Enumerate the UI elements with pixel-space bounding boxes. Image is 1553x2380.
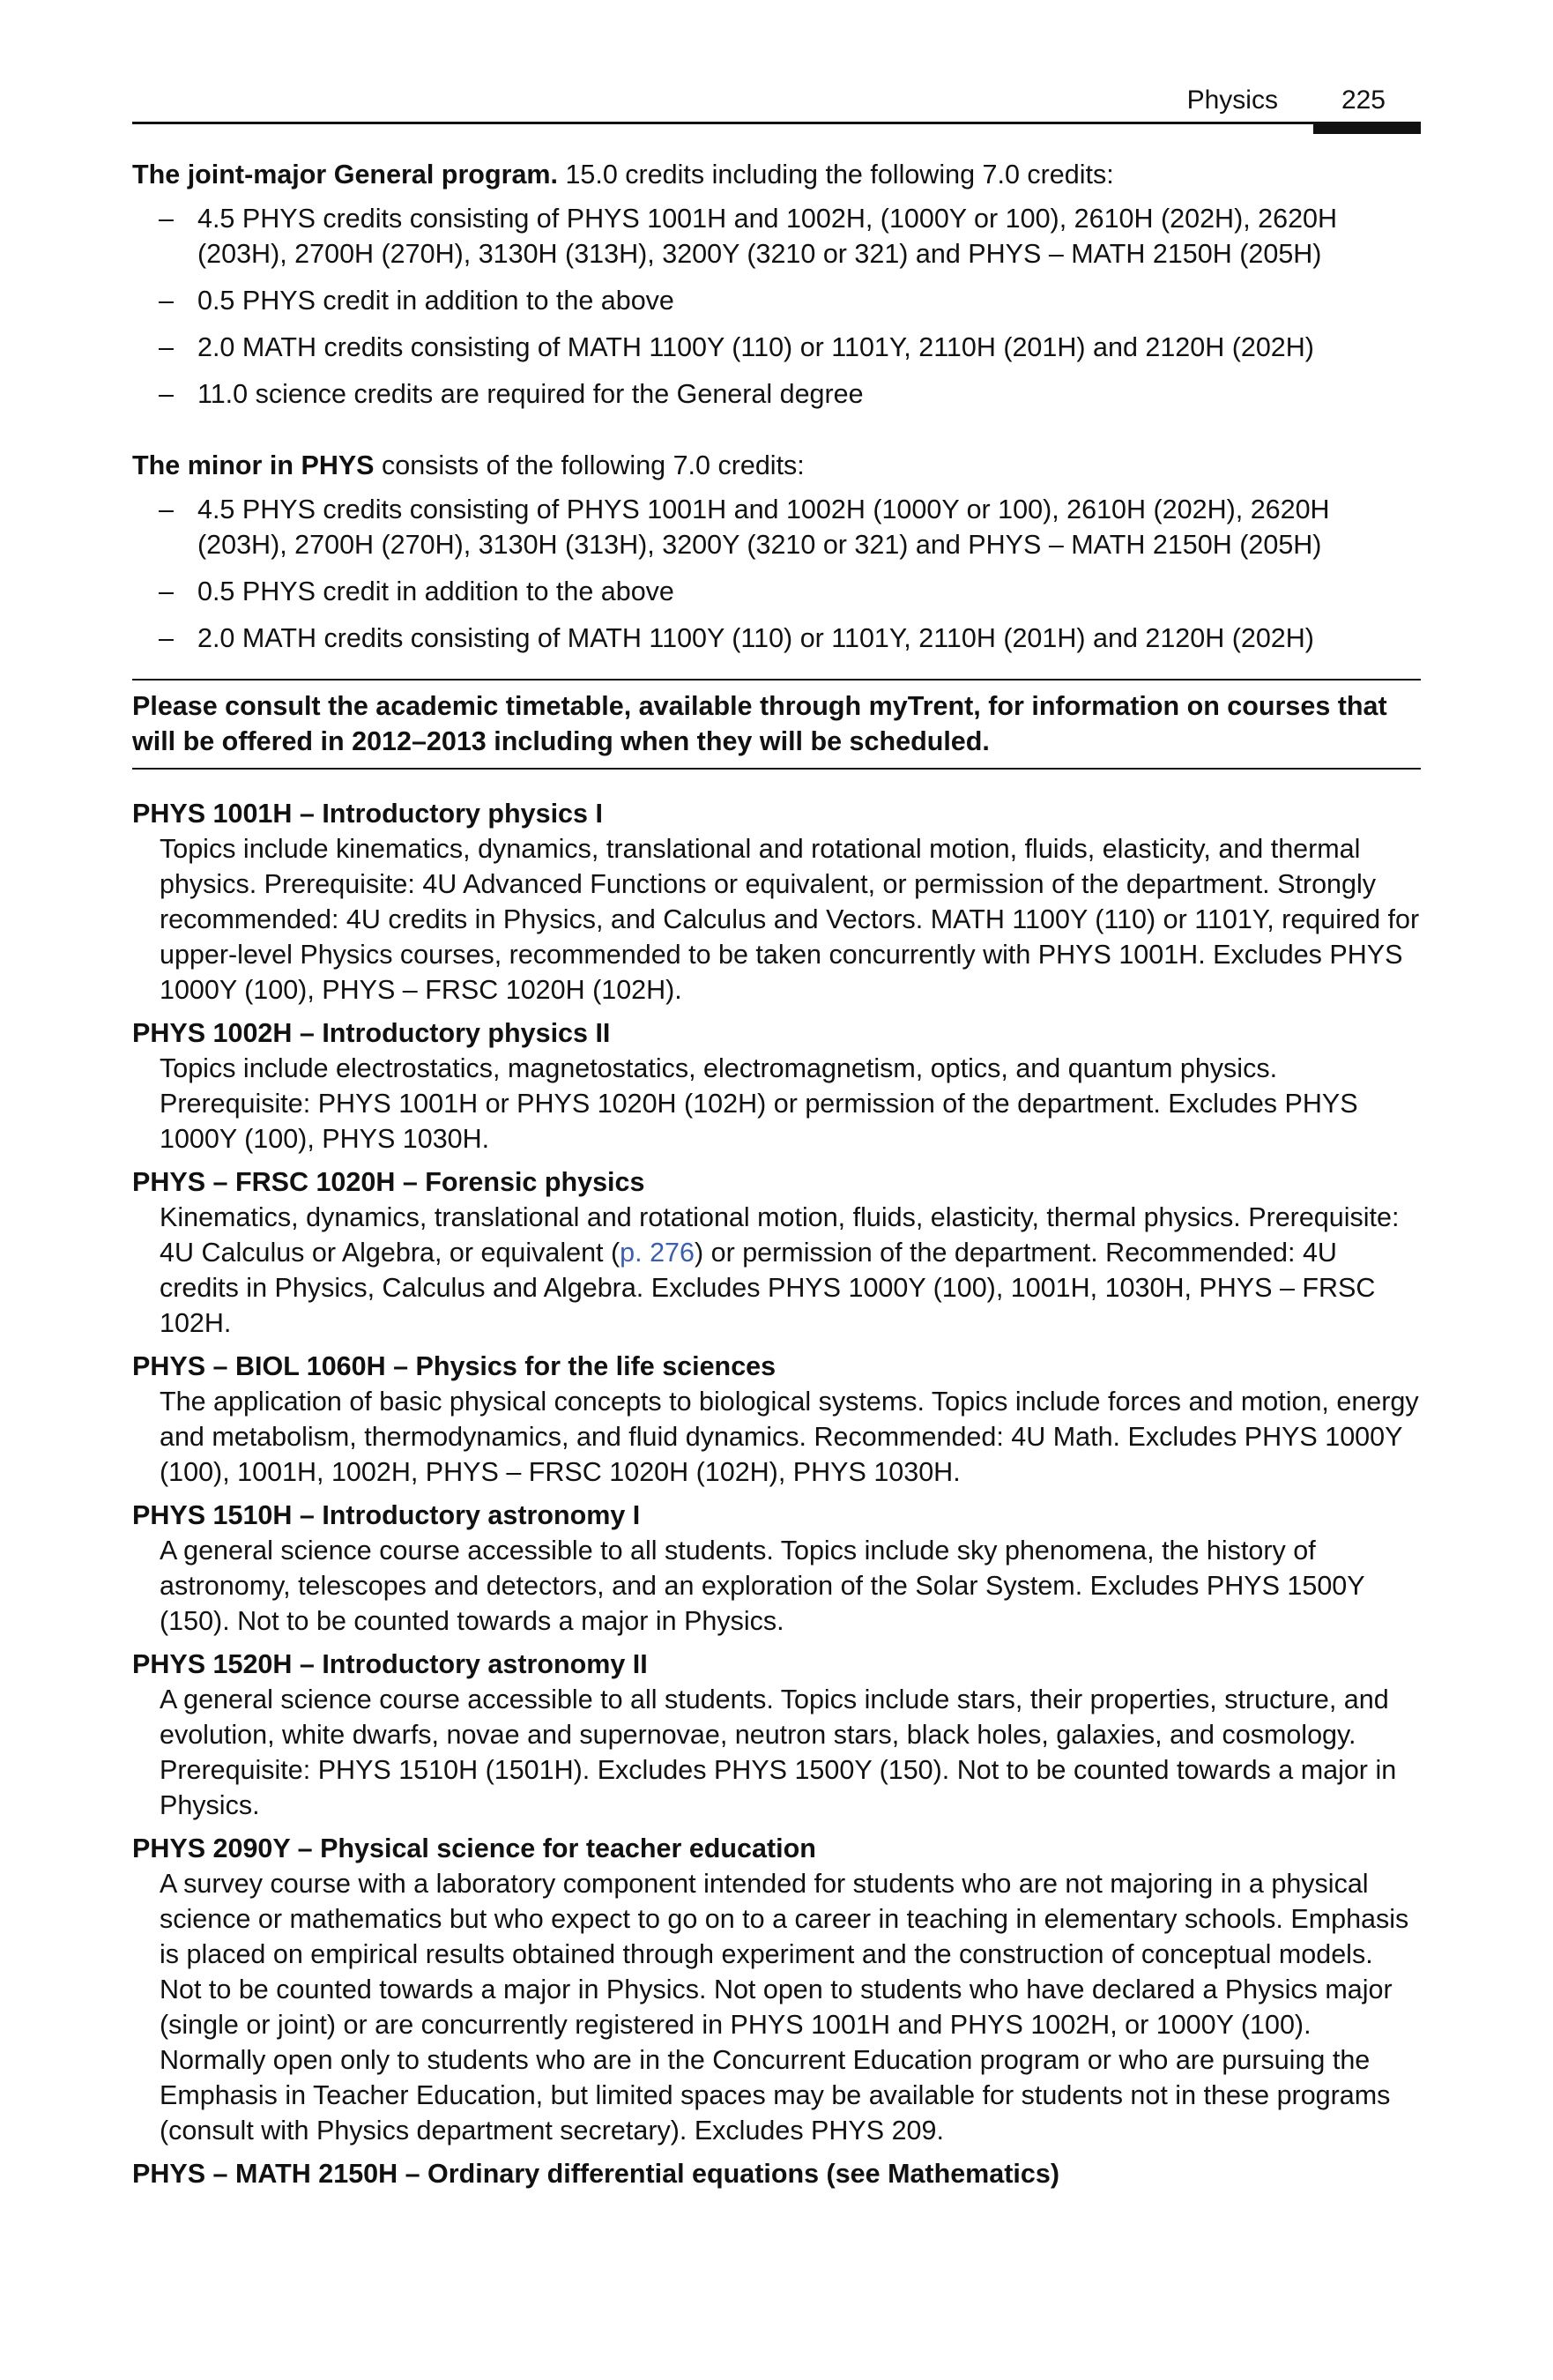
course-description: A general science course accessible to all students. Topics include stars, their properties, structure, and evolution, white dwarfs, novae and supernovae, neutron stars, black holes, galaxies, and cosmology. Prerequisite: PHYS 1510H (1501H). Excludes PHYS 1500Y (150). Not to be counted towards a major in Physics.: [160, 1685, 1397, 1820]
course-description: Topics include kinematics, dynamics, translational and rotational motion, fluids, elasticity, and thermal physics. Prerequisite: 4U Advanced Functions or equivalent, or permission of the department. Strongly recommended: 4U credits in Physics, and Calculus and Vectors. MATH 1100Y (110) or 1101Y, required for upper-level Physics courses, recommended to be taken concurrently with PHYS 1001H. Excludes PHYS 1000Y (100), PHYS – FRSC 1020H (102H).: [160, 834, 1420, 1005]
course-entry: [132, 796, 1421, 1008]
running-head: [1187, 85, 1421, 120]
minor-heading: [132, 448, 1421, 483]
course-entry: [132, 1164, 1421, 1341]
course-title: PHYS 1002H – Introductory physics II: [132, 1018, 611, 1048]
course-entry: [132, 1498, 1421, 1639]
minor-label: The minor in PHYS: [132, 450, 375, 480]
course-entry: [132, 1647, 1421, 1823]
dash-marker: –: [159, 379, 174, 409]
header-rule: [132, 122, 1421, 124]
course-list: [132, 796, 1421, 2191]
description-text: ) or permission of the department. Recommended: 4U credits in Physics, Calculus and Algebra. Excludes PHYS 1000Y (100), 1001H, 1030H, PHYS – FRSC 102H.: [160, 1238, 1376, 1338]
course-title: PHYS 1001H – Introductory physics I: [132, 799, 603, 829]
requirement-item: [132, 574, 1421, 609]
course-entry: [132, 1015, 1421, 1157]
joint-major-label: The joint-major General program.: [132, 160, 558, 190]
page-reference-link[interactable]: p. 276: [620, 1238, 695, 1268]
course-entry: [132, 1349, 1421, 1490]
dash-marker: –: [159, 576, 174, 606]
dash-marker: –: [159, 332, 174, 362]
requirement-text: 2.0 MATH credits consisting of MATH 1100Y (110) or 1101Y, 2110H (201H) and 2120H (202H): [197, 332, 1314, 362]
course-title: PHYS 1510H – Introductory astronomy I: [132, 1500, 641, 1530]
joint-major-heading: [132, 157, 1421, 192]
course-title: PHYS – FRSC 1020H – Forensic physics: [132, 1167, 645, 1197]
course-title: PHYS 2090Y – Physical science for teacher education: [132, 1833, 816, 1863]
timetable-notice: Please consult the academic timetable, available through myTrent, for information on courses that will be offered in 2012–2013 including when they will be scheduled.: [132, 679, 1421, 770]
course-entry: [132, 1831, 1421, 2148]
requirement-text: 0.5 PHYS credit in addition to the above: [197, 286, 674, 316]
course-title: PHYS – MATH 2150H – Ordinary differential equations (see Mathematics): [132, 2159, 1059, 2189]
spacer: [132, 423, 1421, 448]
course-entry: [132, 2156, 1421, 2191]
course-description: The application of basic physical concepts to biological systems. Topics include forces and motion, energy and metabolism, thermodynamics, and fluid dynamics. Recommended: 4U Math. Excludes PHYS 1000Y (100), 1001H, 1002H, PHYS – FRSC 1020H (102H), PHYS 1030H.: [160, 1387, 1419, 1487]
dash-marker: –: [159, 623, 174, 653]
requirement-item: [132, 283, 1421, 318]
joint-major-intro: 15.0 credits including the following 7.0 credits:: [558, 160, 1114, 190]
running-head-section: Physics: [1186, 86, 1278, 115]
requirement-text: 11.0 science credits are required for the General degree: [197, 379, 864, 409]
requirement-text: 4.5 PHYS credits consisting of PHYS 1001H and 1002H (1000Y or 100), 2610H (202H), 2620H (203H), 2700H (270H), 3130H (313H), 3200Y (3210 or 321) and PHYS – MATH 2150H (205H): [197, 495, 1330, 560]
page-content: [132, 157, 1421, 2199]
dash-marker: –: [159, 495, 174, 524]
course-description: A survey course with a laboratory component intended for students who are not majoring in a physical science or mathematics but who expect to go on to a career in teaching in elementary schools. Emphasis is placed on empirical results obtained through experiment and the construction of conceptual models. Not to be counted towards a major in Physics. Not open to students who have declared a Physics major (single or joint) or are concurrently registered in PHYS 1001H and PHYS 1002H, or 1000Y (100). Normally open only to students who are in the Concurrent Education program or who are pursuing the Emphasis in Teacher Education, but limited spaces may be available for students not in these programs (consult with Physics department secretary). Excludes PHYS 209.: [160, 1869, 1409, 2146]
requirement-text: 4.5 PHYS credits consisting of PHYS 1001H and 1002H, (1000Y or 100), 2610H (202H), 2620H (203H), 2700H (270H), 3130H (313H), 3200Y (3210 or 321) and PHYS – MATH 2150H (205H): [197, 204, 1338, 269]
course-description: Topics include electrostatics, magnetostatics, electromagnetism, optics, and quantum physics. Prerequisite: PHYS 1001H or PHYS 1020H (102H) or permission of the department. Excludes PHYS 1000Y (100), PHYS 1030H.: [160, 1053, 1358, 1154]
requirement-text: 2.0 MATH credits consisting of MATH 1100Y (110) or 1101Y, 2110H (201H) and 2120H (202H): [197, 623, 1314, 653]
minor-intro: consists of the following 7.0 credits:: [374, 450, 805, 480]
requirement-text: 0.5 PHYS credit in addition to the above: [197, 576, 674, 606]
course-description: [132, 1200, 1421, 1341]
page-number: 225: [1341, 86, 1386, 115]
dash-marker: –: [159, 286, 174, 316]
requirement-item: [132, 492, 1421, 562]
requirement-item: [132, 376, 1421, 412]
header-tab-block: [1313, 122, 1421, 134]
joint-major-requirements: [132, 201, 1421, 412]
course-title: PHYS 1520H – Introductory astronomy II: [132, 1649, 648, 1679]
description-text: Kinematics, dynamics, translational and rotational motion, fluids, elasticity, thermal physics. Prerequisite: 4U Calculus or Algebra, or equivalent (: [160, 1202, 1400, 1268]
minor-requirements: [132, 492, 1421, 656]
requirement-item: [132, 201, 1421, 271]
dash-marker: –: [159, 204, 174, 234]
requirement-item: [132, 330, 1421, 365]
requirement-item: [132, 621, 1421, 656]
course-title: PHYS – BIOL 1060H – Physics for the life sciences: [132, 1351, 776, 1381]
course-description: A general science course accessible to all students. Topics include sky phenomena, the history of astronomy, telescopes and detectors, and an exploration of the Solar System. Excludes PHYS 1500Y (150). Not to be counted towards a major in Physics.: [160, 1536, 1365, 1636]
